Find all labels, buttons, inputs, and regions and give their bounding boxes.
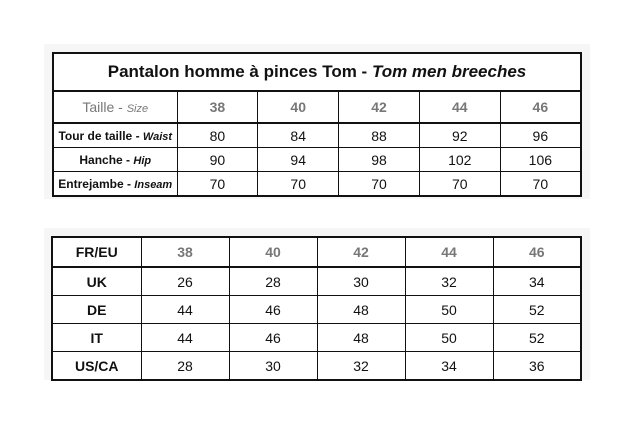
- size-cell: 40: [258, 91, 339, 123]
- row-label: IT: [52, 324, 141, 352]
- value-cell: 28: [141, 352, 229, 381]
- row-label: Hanche - Hip: [53, 148, 177, 172]
- size-cell: 44: [419, 91, 500, 123]
- table-row-de: [52, 296, 581, 324]
- header-row: [53, 91, 581, 123]
- size-cell: 42: [317, 237, 405, 267]
- value-cell: 46: [229, 296, 317, 324]
- value-cell: 30: [229, 352, 317, 381]
- value-cell: 94: [258, 148, 339, 172]
- value-cell: 48: [317, 296, 405, 324]
- size-cell: 46: [493, 237, 581, 267]
- value-cell: 90: [177, 148, 258, 172]
- value-cell: 44: [141, 324, 229, 352]
- value-cell: 106: [500, 148, 581, 172]
- value-cell: 44: [141, 296, 229, 324]
- size-measurements-table: [52, 52, 582, 197]
- value-cell: 98: [339, 148, 420, 172]
- value-cell: 32: [317, 352, 405, 381]
- row-label: US/CA: [52, 352, 141, 381]
- value-cell: 34: [493, 267, 581, 296]
- size-cell: 38: [177, 91, 258, 123]
- value-cell: 102: [419, 148, 500, 172]
- size-cell: 42: [339, 91, 420, 123]
- table-row-hip: [53, 148, 581, 172]
- size-cell: 46: [500, 91, 581, 123]
- value-cell: 92: [419, 123, 500, 148]
- size-cell: 40: [229, 237, 317, 267]
- row-label: Tour de taille - Waist: [53, 123, 177, 148]
- header-row: [52, 237, 581, 267]
- value-cell: 46: [229, 324, 317, 352]
- value-cell: 70: [500, 172, 581, 197]
- row-label: DE: [52, 296, 141, 324]
- value-cell: 52: [493, 324, 581, 352]
- table-row-inseam: [53, 172, 581, 197]
- value-cell: 36: [493, 352, 581, 381]
- value-cell: 50: [405, 324, 493, 352]
- value-cell: 70: [258, 172, 339, 197]
- value-cell: 32: [405, 267, 493, 296]
- value-cell: 70: [419, 172, 500, 197]
- value-cell: 96: [500, 123, 581, 148]
- value-cell: 30: [317, 267, 405, 296]
- table-title: Pantalon homme à pinces Tom - Tom men breeches: [53, 53, 581, 91]
- value-cell: 34: [405, 352, 493, 381]
- value-cell: 50: [405, 296, 493, 324]
- row-label: Entrejambe - Inseam: [53, 172, 177, 197]
- table-row-it: [52, 324, 581, 352]
- row-label: FR/EU: [52, 237, 141, 267]
- size-conversion-table: [51, 236, 582, 381]
- size-label: Taille - Size: [53, 91, 177, 123]
- value-cell: 28: [229, 267, 317, 296]
- value-cell: 26: [141, 267, 229, 296]
- value-cell: 70: [339, 172, 420, 197]
- table-row-waist: [53, 123, 581, 148]
- value-cell: 52: [493, 296, 581, 324]
- table-row-us-ca: [52, 352, 581, 381]
- table-row-uk: [52, 267, 581, 296]
- size-cell: 38: [141, 237, 229, 267]
- value-cell: 80: [177, 123, 258, 148]
- value-cell: 70: [177, 172, 258, 197]
- value-cell: 84: [258, 123, 339, 148]
- value-cell: 88: [339, 123, 420, 148]
- value-cell: 48: [317, 324, 405, 352]
- row-label: UK: [52, 267, 141, 296]
- size-cell: 44: [405, 237, 493, 267]
